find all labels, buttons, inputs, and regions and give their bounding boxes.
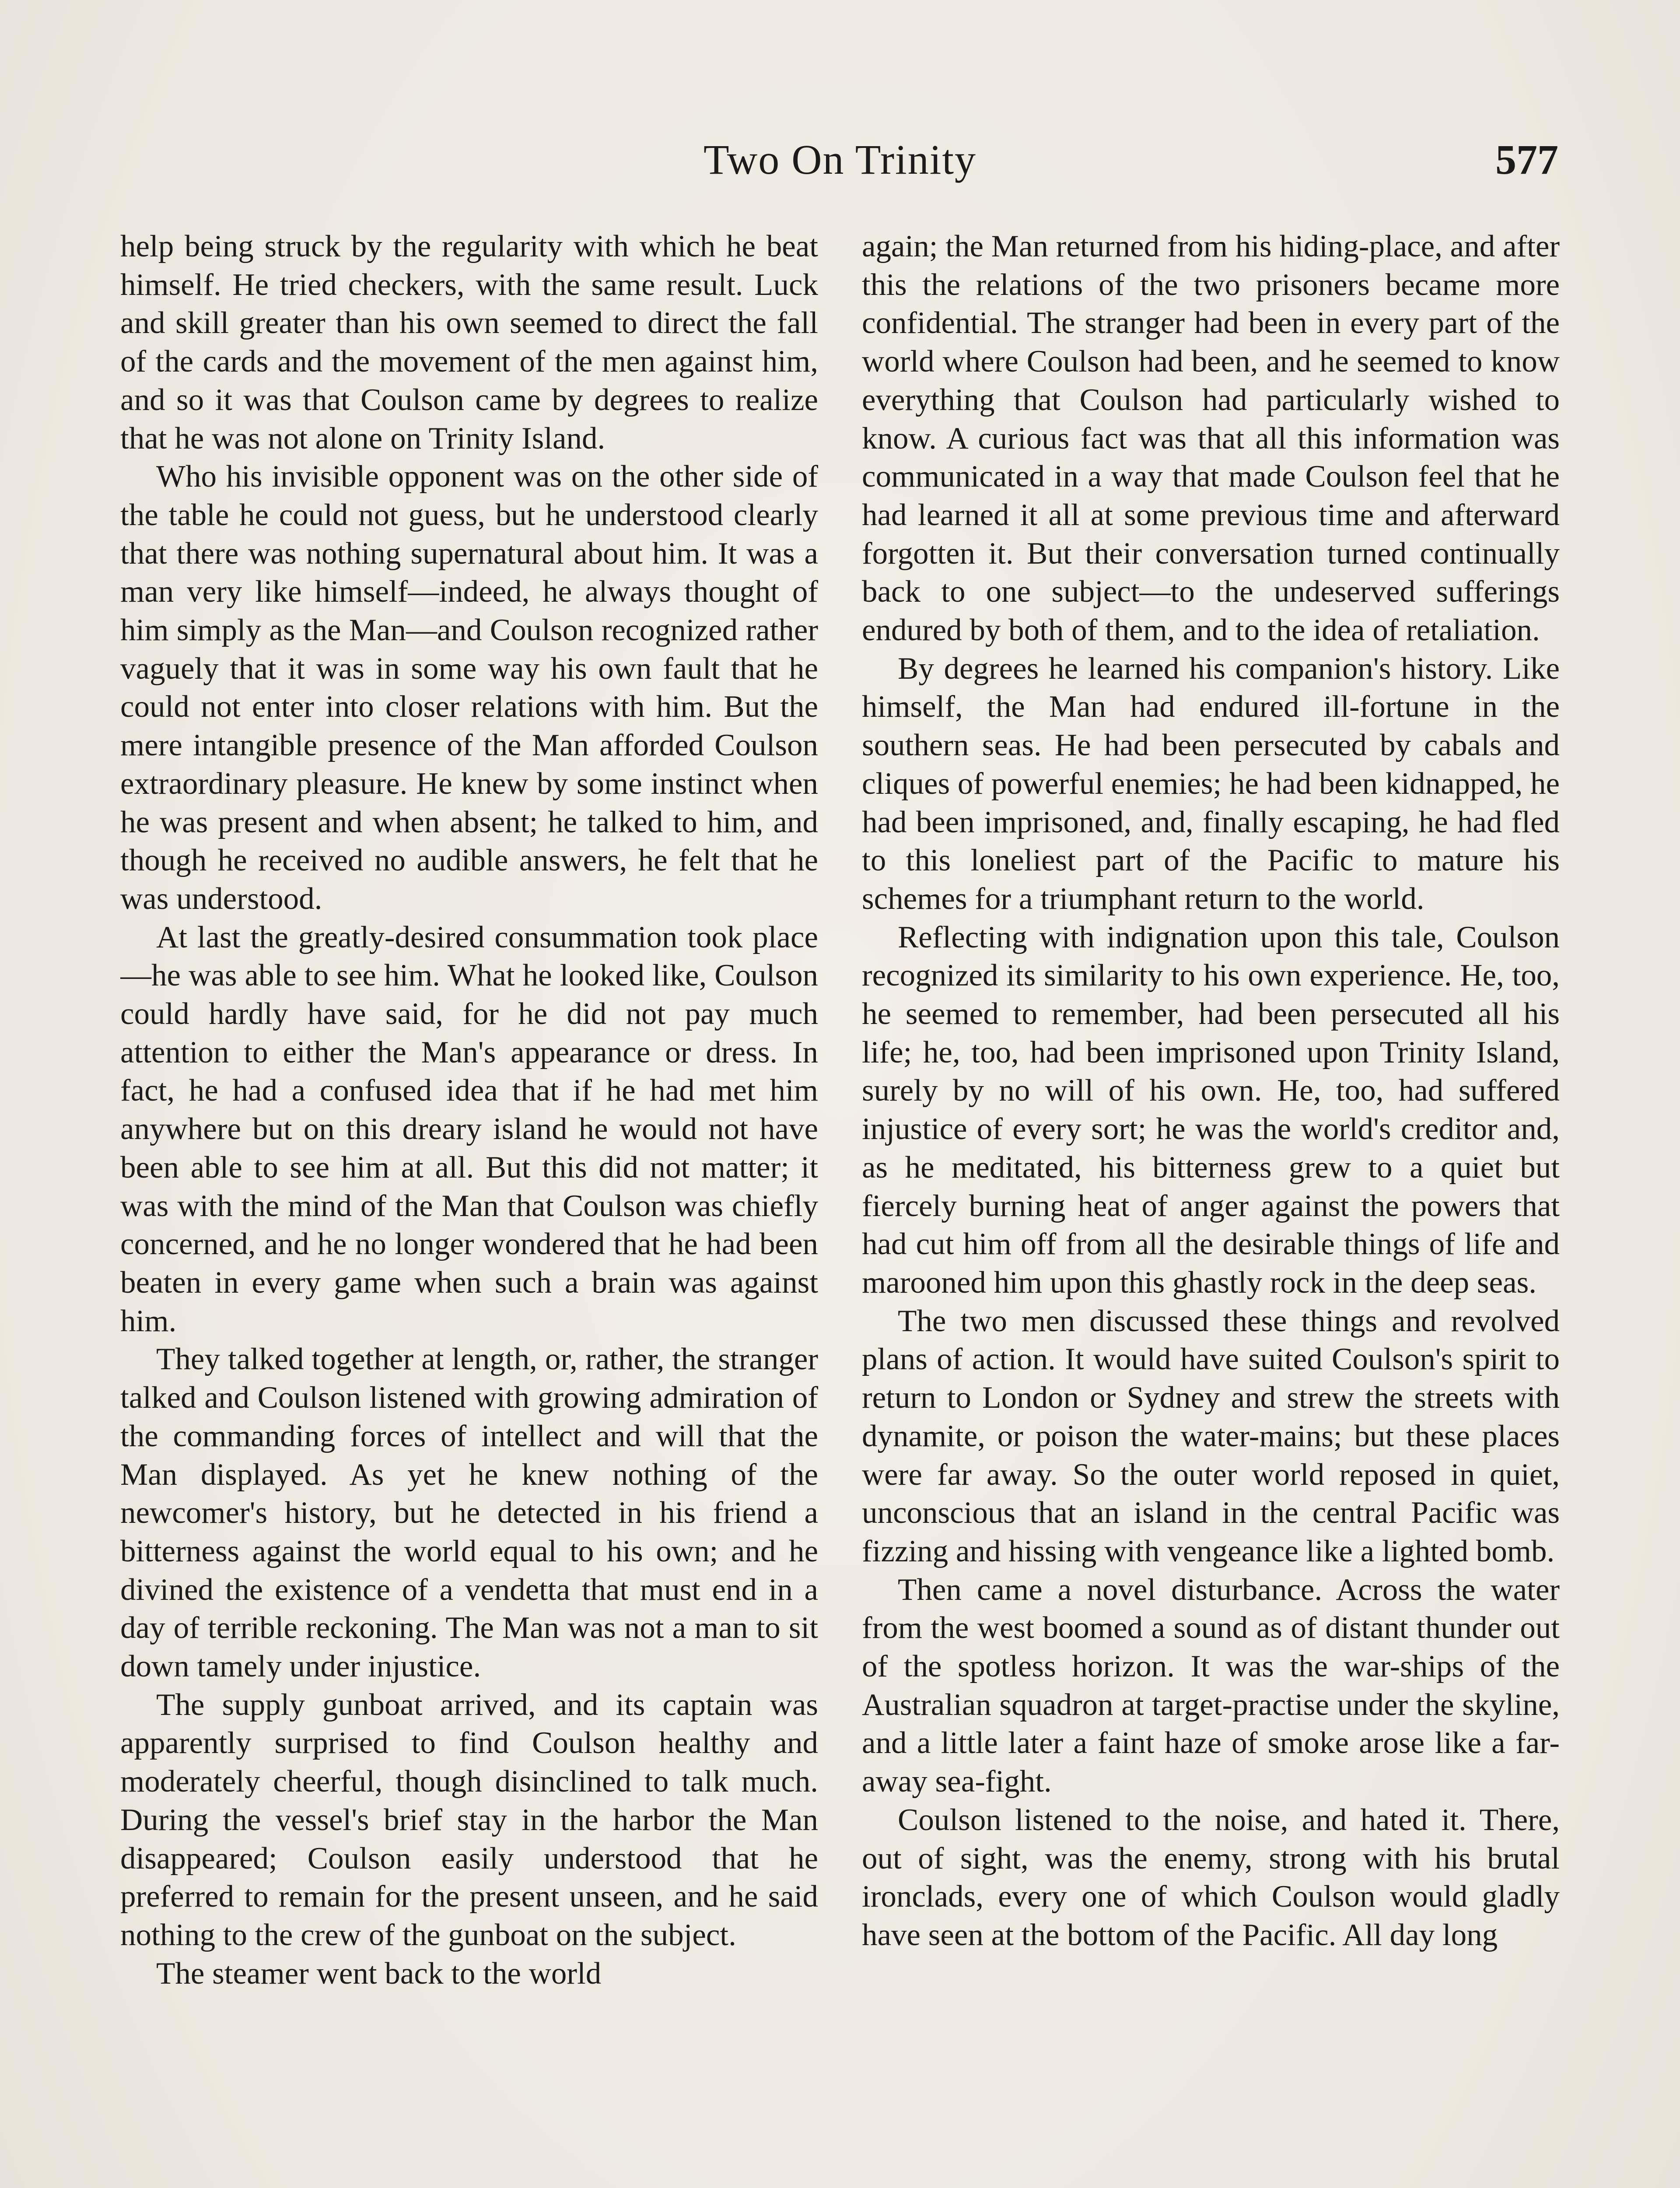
paragraph: They talked together at length, or, rather, the stranger talked and Coulson listened with growing admiration of the commanding forces of intellect and will that the Man displayed. As yet he knew nothing of the newcomer's history, but he detected in his friend a bitterness against the world equal to his own; and he divined the existence of a vendetta that must end in a day of terrible reckoning. The Man was not a man to sit down tamely under injustice. (120, 1342, 818, 1684)
paragraph: The steamer went back to the world (156, 1956, 602, 1991)
right-column (862, 228, 1560, 2188)
paragraph: Then came a novel disturbance. Across the water from the west boomed a sound as of distant thunder out of the spotless horizon. It was the war-ships of the Australian squadron at target-practise under the skyline, and a little later a faint haze of smoke arose like a far-away sea-fight. (862, 1572, 1560, 1799)
paragraph: The supply gunboat arrived, and its captain was apparently surprised to find Coulson healthy and moderately cheerful, though disinclined to talk much. During the vessel's brief stay in the harbor the Man disappeared; Coulson easily understood that he preferred to remain for the present unseen, and he said nothing to the crew of the gunboat on the subject. (120, 1687, 818, 1952)
paragraph: again; the Man returned from his hiding-place, and after this the relations of the two prisoners became more confidential. The stranger had been in every part of the world where Coulson had been, and he seemed to know everything that Coulson had particularly wished to know. A curious fact was that all this information was communicated in a way that made Coulson feel that he had learned it all at some previous time and afterward forgotten it. But their conversation turned continually back to one subject—to the undeserved sufferings endured by both of them, and to the idea of retaliation. (862, 229, 1560, 648)
paragraph: Reflecting with indignation upon this tale, Coulson recognized its similarity to his own experience. He, too, he seemed to remember, had been persecuted all his life; he, too, had been imprisoned upon Trinity Island, surely by no will of his own. He, too, had suffered injustice of every sort; he was the world's creditor and, as he meditated, his bitterness grew to a quiet but fiercely burning heat of anger against the powers that had cut him off from all the desirable things of life and marooned him upon this ghastly rock in the deep seas. (862, 920, 1560, 1300)
paragraph: The two men discussed these things and revolved plans of action. It would have suited Coulson's spirit to return to London or Sydney and strew the streets with dynamite, or poison the water-mains; but these places were far away. So the outer world reposed in quiet, unconscious that an island in the central Pacific was fizzing and hissing with vengeance like a lighted bomb. (862, 1304, 1560, 1568)
paragraph: help being struck by the regularity with which he beat himself. He tried checkers, with the same result. Luck and skill greater than his own seemed to direct the fall of the cards and the movement of the men against him, and so it was that Coulson came by degrees to realize that he was not alone on Trinity Island. (120, 229, 818, 456)
paragraph: By degrees he learned his companion's history. Like himself, the Man had endured ill-fortune in the southern seas. He had been persecuted by cabals and cliques of powerful enemies; he had been kidnapped, he had been imprisoned, and, finally escaping, he had fled to this loneliest part of the Pacific to mature his schemes for a triumphant return to the world. (862, 651, 1560, 916)
paragraph: Who his invisible opponent was on the other side of the table he could not guess, but he understood clearly that there was nothing supernatural about him. It was a man very like himself—indeed, he always thought of him simply as the Man—and Coulson recognized rather vaguely that it was in some way his own fault that he could not enter into closer relations with him. But the mere intangible presence of the Man afforded Coulson extraordinary pleasure. He knew by some instinct when he was present and when absent; he talked to him, and though he received no audible answers, he felt that he was understood. (120, 459, 818, 916)
paragraph: Coulson listened to the noise, and hated it. There, out of sight, was the enemy, strong with his brutal ironclads, every one of which Coulson would gladly have seen at the bottom of the Pacific. All day long (862, 1802, 1560, 1952)
running-header (118, 131, 1562, 188)
page-number: 577 (1495, 136, 1558, 183)
left-column (120, 228, 818, 2188)
paragraph: At last the greatly-desired consummation took place—he was able to see him. What he looked like, Coulson could hardly have said, for he did not pay much attention to either the Man's appearance or dress. In fact, he had a confused idea that if he had met him anywhere but on this dreary island he would not have been able to see him at all. But this did not matter; it was with the mind of the Man that Coulson was chiefly concerned, and he no longer wondered that he had been beaten in every game when such a brain was against him. (120, 920, 818, 1338)
running-title: Two On Trinity (703, 136, 977, 183)
